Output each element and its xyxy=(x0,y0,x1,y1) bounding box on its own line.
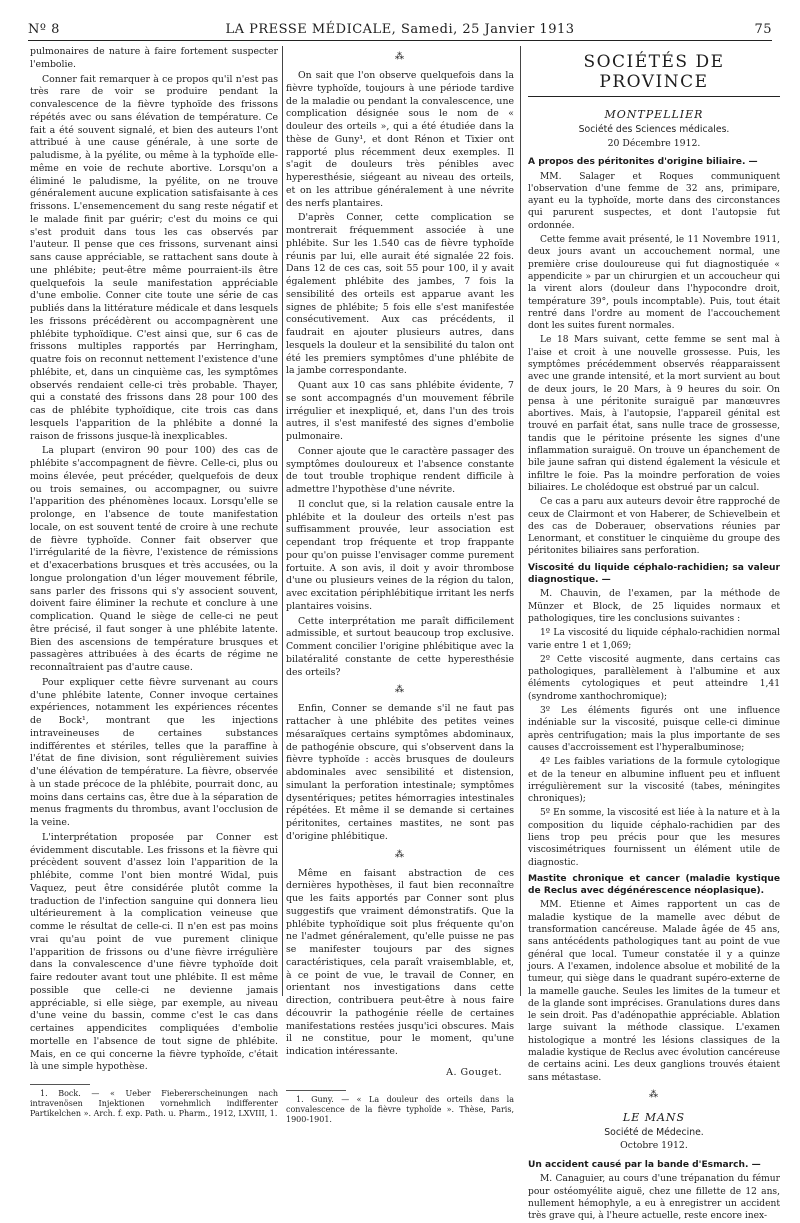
journal-title: LA PRESSE MÉDICALE, Samedi, 25 Janvier 1913 xyxy=(225,22,575,37)
footnote: 1. Bock. — « Ueber Fiebererscheinungen nach intravenösen Injektionen vornehmlich indifferenter Partikelchen ». Arch. f. exp. Path. u. Pharm., 1912, LXVIII, 1. xyxy=(30,1089,278,1118)
paragraph: Le 18 Mars suivant, cette femme se sent mal à l'aise et croit à une nouvelle grossesse. Puis, les symptômes précédemment observés réapparaissent avec une grande intensité, et la mort survient au bout de deux jours, le 20 Mars, à 9 heures du soir. On pensa à une péritonite suraiguë par manœuvres abortives. Mais, à l'autopsie, l'appareil génital est trouvé en parfait état, sans nulle trace de grossesse, tandis que le péritoine présente les signes d'une inflammation suraiguë. On trouve un épanchement de bile jaune safran qui distend également la vésicule et infiltre le foie. Pas la moindre perforation de voies biliaires. Le cholédoque est obstrué par un calcul. xyxy=(528,335,780,493)
column-1 xyxy=(30,46,278,1118)
paragraph: Ce cas a paru aux auteurs devoir être rapproché de ceux de Clairmont et von Haberer, de Schievelbein et des cas de Doberauer, observations réunies par Lenormant, et constituer le cinquième du groupe des péritonites biliaires sans perforation. xyxy=(528,497,780,557)
issue-number: Nº 8 xyxy=(28,22,60,37)
paragraph: Enfin, Conner se demande s'il ne faut pas rattacher à une phlébite des petites veines mésaraïques certains symptômes abdominaux, de pathogénie obscure, qui s'observent dans la fièvre typhoïde : accès brusques de douleurs abdominales avec sensibilité et distension, simulant la perforation intestinale; symptômes dysentériques; petites hémorragies intestinales répétées. Et même il se demande si certaines péritonites, certaines mastites, ne sont pas d'origine phlébitique. xyxy=(286,703,514,842)
paragraph: Cette interprétation me paraît difficilement admissible, et surtout beaucoup trop exclusive. Comment concilier l'origine phlébitique avec la bilatéralité constante de cette hyperesthésie des orteils? xyxy=(286,615,514,678)
paragraph: D'après Conner, cette complication se montrerait fréquemment associée à une phlébite. Sur les 1.540 cas de fièvre typhoïde réunis par lui, elle aurait été signalée 22 fois. Dans 12 de ces cas, soit 55 pour 100, il y avait également phlébite des jambes, 7 fois la sensibilité des orteils est apparue avant les signes de phlébite; 5 fois elle s'est manifestée consécutivement. Aux cas précédents, il faudrait en ajouter plusieurs autres, dans lesquels la douleur et la sensibilité du talon ont été les premiers symptômes d'une phlébite de la jambe correspondante. xyxy=(286,212,514,377)
society-name: Société des Sciences médicales. xyxy=(578,123,730,135)
session-date: Octobre 1912. xyxy=(620,1140,688,1152)
section-separator: ⁂ xyxy=(395,685,405,696)
column-2 xyxy=(286,46,514,1124)
page-number: 75 xyxy=(754,22,772,37)
article-title: A propos des péritonites d'origine biliaire. — xyxy=(528,157,758,168)
list-item: 4º Les faibles variations de la formule cytologique et de la teneur en albumine influent peu et influent irrégulièrement sur la viscosité (tabes, méningites chroniques); xyxy=(528,757,780,805)
paragraph: Quant aux 10 cas sans phlébite évidente, 7 se sont accompagnés d'un mouvement fébrile irrégulier et inexpliqué, et, dans l'un des trois autres, il s'est manifesté des signes d'embolie pulmonaire. xyxy=(286,380,514,442)
paragraph: Cette femme avait présenté, le 11 Novembre 1911, deux jours avant un accouchement normal, une première crise douloureuse qui fut diagnostiquée « appendicite » par un chirurgien et un accoucheur qui la virent alors (douleur dans l'hypocondre droit, température 39°, pouls incomptable). Puis, tout était rentré dans l'ordre au moment de l'accouchement dont les suites furent normales. xyxy=(528,235,780,332)
article-title: Un accident causé par la bande d'Esmarch. — xyxy=(528,1160,761,1171)
session-date: 20 Décembre 1912. xyxy=(607,137,701,149)
paragraph: La plupart (environ 90 pour 100) des cas de phlébite s'accompagnent de fièvre. Celle-ci, plus ou moins élevée, peut précéder, quelquefois de deux ou trois semaines, ou accompagner, ou suivre l'apparition des phénomènes locaux. Lorsqu'elle se prolonge, en l'absence de toute manifestation locale, on est souvent tenté de croire à une rechute de fièvre typhoïde. Conner fait observer que l'irrégularité de la fièvre, l'existence de rémissions et d'exacerbations brusques et très accusées, ou la longue prolongation d'un léger mouvement fébrile, sans parler des frissons qui s'y associent souvent, doivent faire éliminer la rechute et conclure à une complication. Quand le siège de celle-ci ne peut être précisé, il faut songer à une phlébite latente. Bien des ascensions de température brusques et passagères attribuées à des écarts de régime ne reconnaîtraient pas d'autre cause. xyxy=(30,445,278,673)
paragraph: Il conclut que, si la relation causale entre la phlébite et la douleur des orteils n'est pas suffisamment prouvée, leur association est cependant trop fréquente et trop frappante pour qu'on puisse l'envisager comme purement fortuite. A son avis, il doit y avoir thrombose d'une ou plusieurs veines de la région du talon, avec excitation périphlébitique irritant les nerfs plantaires voisins. xyxy=(286,498,514,612)
author-signature: A. Gouget. xyxy=(446,1066,502,1078)
paragraph: Pour expliquer cette fièvre survenant au cours d'une phlébite latente, Conner invoque certaines expériences, notamment les expériences récentes de Bock¹, montrant que les injections intraveineuses de certaines substances indifférentes et stériles, telles que la paraffine à l'état de fine division, sont régulièrement suivies d'une élévation de température. La fièvre, observée à un stade précoce de la phlébite, pourrait donc, au moins dans certains cas, être due à la séparation de menus fragments du thrombus, avant l'occlusion de la veine. xyxy=(30,676,278,828)
footnote: 1. Guny. — « La douleur des orteils dans la convalescence de la fièvre typhoïde ». Thèse, Paris, 1900-1901. xyxy=(286,1094,514,1124)
list-item: 5º En somme, la viscosité est liée à la nature et à la composition du liquide céphalo-rachidien par des liens trop peu précis pour que les mesures viscosimétriques fournissent un élément utile de diagnostic. xyxy=(528,808,780,868)
footnote-rule xyxy=(286,1090,346,1091)
city-heading: LE MANS xyxy=(622,1110,686,1124)
article-title: Viscosité du liquide céphalo-rachidien; sa valeur diagnostique. — xyxy=(528,562,780,586)
column-divider xyxy=(520,46,521,996)
section-separator: ⁂ xyxy=(395,849,405,860)
footnote-rule xyxy=(30,1084,90,1085)
section-title: SOCIÉTÉS DE PROVINCE xyxy=(528,52,780,97)
list-item: 1º La viscosité du liquide céphalo-rachidien normal varie entre 1 et 1,069; xyxy=(528,628,780,651)
paragraph: pulmonaires de nature à faire fortement suspecter l'embolie. xyxy=(30,46,278,70)
list-item: 3º Les éléments figurés ont une influence indéniable sur la viscosité, puisque celle-ci diminue après centrifugation; mais la plus importante de ses causes d'accroissement est l'hyperalbuminose; xyxy=(528,706,780,753)
city-heading: MONTPELLIER xyxy=(604,108,704,121)
section-separator: ⁂ xyxy=(649,1089,659,1100)
page-header xyxy=(28,14,772,41)
paragraph: L'interprétation proposée par Conner est évidemment discutable. Les frissons et la fièvre qui précèdent souvent d'assez loin l'apparition de la phlébite, comme l'ont bien montré Widal, puis Vaquez, peut être considérée plutôt comme la traduction de l'infection sanguine qui donnera lieu ultérieurement à la complication veineuse que comme le résultat de celle-ci. Il n'en est pas moins vrai qu'au point de vue purement clinique l'apparition de frissons ou d'une fièvre irrégulière dans la convalescence d'une fièvre typhoïde doit faire redouter avant tout une phlébite. Il est même possible que celle-ci ne devienne jamais appréciable, si elle siège, par exemple, au niveau d'une veine du bassin, comme c'est le cas dans certaines appendicites compliquées d'embolie mortelle en l'absence de tout signe de phlébite. Mais, en ce qui concerne la fièvre typhoïde, c'était là une simple hypothèse. xyxy=(30,831,278,1073)
column-divider xyxy=(282,46,283,996)
paragraph: Conner fait remarquer à ce propos qu'il n'est pas très rare de voir se produire pendant la convalescence de la fièvre typhoïde des frissons répétés avec ou sans élévation de température. Ce fait a été souvent signalé, et bien des auteurs l'ont attribué à une cause générale, à une sorte de paludisme, à la pyélite, ou même à la typhoïde elle-même en voie de rechute abortive. Lorsqu'on a éliminé le paludisme, la pyélite, on ne trouve généralement aucune explication satisfaisante à ces frissons. L'ensemencement du sang reste négatif et le malade finit par guérir; c'est du moins ce qui s'est produit dans tous les cas observés par l'auteur. Il pense que ces frissons, survenant ainsi sans cause appréciable, se rattachent sans doute à une phlébite; peut-être même pourraient-ils être quelquefois la seule manifestation appréciable d'une embolie. Conner cite toute une série de cas publiés dans la littérature médicale et dans lesquels les frissons précédèrent ou accompagnèrent une phlébite typhoïdique. C'est ainsi que, sur 6 cas de frissons multiples rapportés par Herringham, quatre fois on reconnut nettement l'existence d'une phlébite, et, dans un cinquième cas, les symptômes observés rendaient celle-ci très probable. Thayer, qui a constaté des frissons dans 28 pour 100 des cas de phlébite typhoïdique, cite trois cas dans lesquels l'apparition de la phlébite a donné la raison de frissons jusque-là inexplicables. xyxy=(30,73,278,442)
section-separator: ⁂ xyxy=(395,52,405,62)
paragraph: On sait que l'on observe quelquefois dans la fièvre typhoïde, toujours à une période tardive de la maladie ou pendant la convalescence, une complication désignée sous le nom de « douleur des orteils », qui a été étudiée dans la thèse de Guny¹, et dont Rénon et Tixier ont rapporté plus récemment deux exemples. Il s'agit de douleurs très pénibles avec hyperesthésie, siégeant au niveau des orteils, et on les attribue généralement à une névrite des nerfs plantaires. xyxy=(286,70,514,209)
society-name: Société de Médecine. xyxy=(604,1126,704,1138)
article-title: Mastite chronique et cancer (maladie kystique de Reclus avec dégénérescence néoplasique). xyxy=(528,873,780,897)
paragraph: MM. Salager et Roques communiquent l'observation d'une femme de 32 ans, primipare, ayant eu la typhoïde, morte dans des circonstances qui parurent suspectes, et dont l'autopsie fut ordonnée. xyxy=(528,171,780,231)
paragraph: MM. Etienne et Aimes rapportent un cas de maladie kystique de la mamelle avec début de transformation cancéreuse. Malade âgée de 45 ans, sans antécédents pathologiques tant au point de vue général que local. Tumeur constatée il y a quinze jours. A l'examen, indolence absolue et mobilité de la tumeur, qui siège dans le quadrant supéro-externe de la mamelle gauche. Seules les limites de la tumeur et de la glande sont imprécises. Granulations dures dans le sein droit. Pas d'adénopathie appréciable. Ablation large suivant la méthode classique. L'examen histologique a montré les lésions classiques de la maladie kystique de Reclus avec évolution cancéreuse de certains acini. Les deux ganglions trouvés étaient sans métastase. xyxy=(528,900,780,1083)
paragraph: Conner ajoute que le caractère passager des symptômes douloureux et l'absence constante de tout trouble trophique rendent difficile à admettre l'hypothèse d'une névrite. xyxy=(286,445,514,495)
list-item: 2º Cette viscosité augmente, dans certains cas pathologiques, parallèlement à l'albumine et aux éléments cytologiques et peut atteindre 1,41 (syndrome xanthochromique); xyxy=(528,654,780,702)
paragraph: Même en faisant abstraction de ces dernières hypothèses, il faut bien reconnaître que les faits apportés par Conner sont plus suggestifs que vraiment démonstratifs. Que la phlébite typhoïdique soit plus fréquente qu'on ne l'admet généralement, qu'elle puisse ne pas se manifester toujours par des signes caractéristiques, cela paraît vraisemblable, et, à ce point de vue, le travail de Conner, en orientant nos investigations dans cette direction, contribuera peut-être à nous faire découvrir la pathogénie réelle de certaines manifestations restées jusqu'ici obscures. Mais il ne constitue, pour le moment, qu'une indication intéressante. xyxy=(286,867,514,1057)
paragraph: M. Canaguier, au cours d'une trépanation du fémur pour ostéomyélite aiguë, chez une fillette de 12 ans, nullement hémophyle, a eu à enregistrer un accident très grave qui, à l'heure actuelle, reste encore inex- xyxy=(528,1174,780,1222)
column-3 xyxy=(528,46,780,1222)
paragraph: M. Chauvin, de l'examen, par la méthode de Münzer et Block, de 25 liquides normaux et pathologiques, tire les conclusions suivantes : xyxy=(528,589,780,624)
